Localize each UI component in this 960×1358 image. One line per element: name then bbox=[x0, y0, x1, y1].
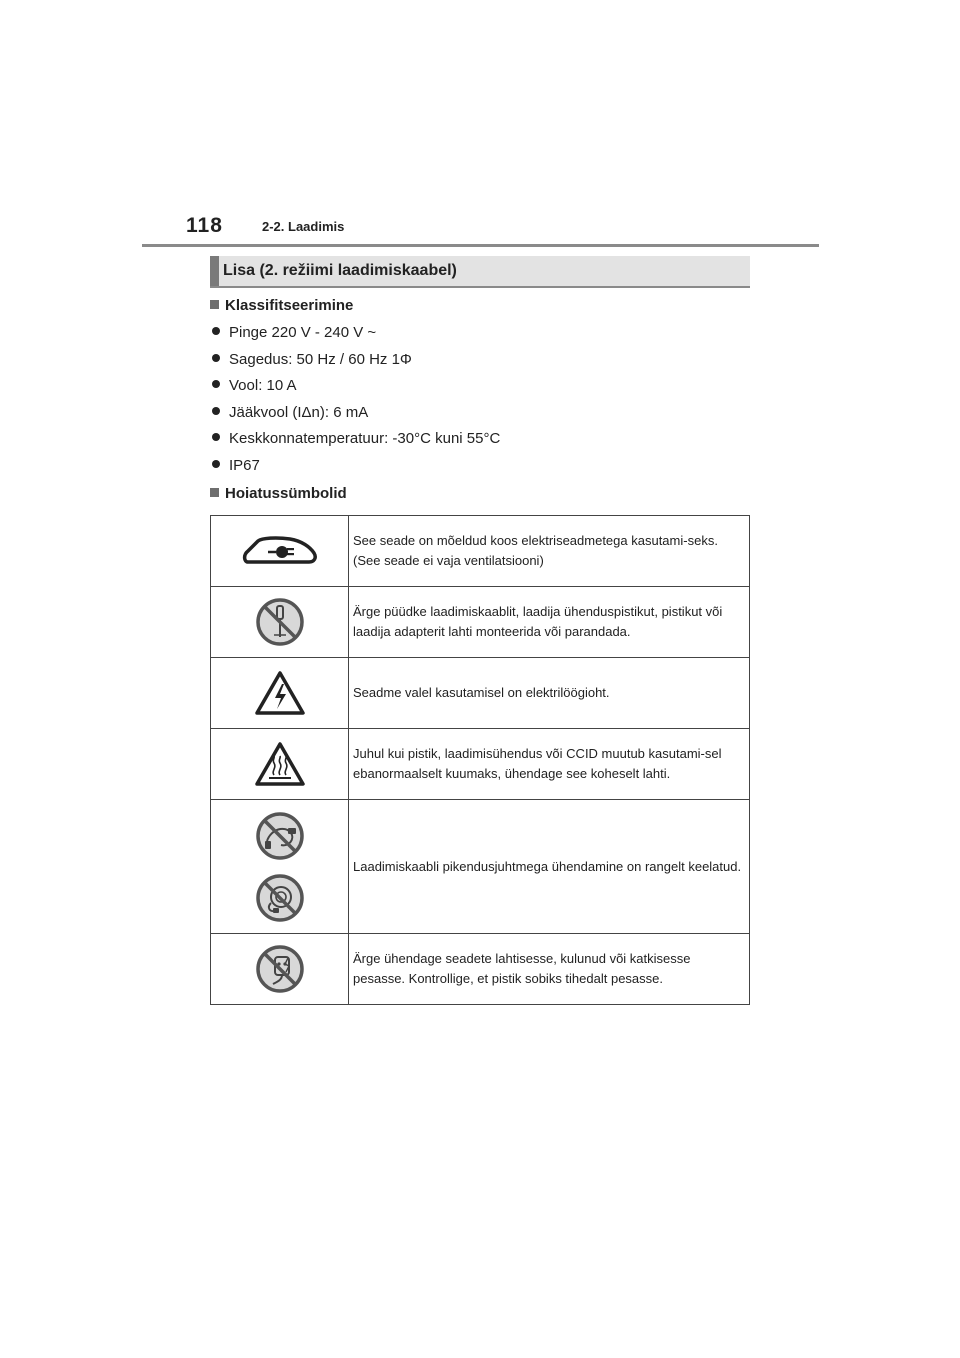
square-bullet-icon bbox=[210, 300, 219, 309]
warning-text: Juhul kui pistik, laadimisühendus või CCID muutub kasutami-sel ebanormaalselt kuumaks, ühendage see koheselt lahti. bbox=[349, 729, 750, 800]
icon-cell bbox=[211, 658, 349, 729]
chapter-title: 2-2. Laadimis bbox=[262, 219, 345, 234]
icon-cell bbox=[211, 516, 349, 587]
spec-item-text: Vool: 10 A bbox=[229, 377, 297, 394]
no-damaged-outlet-icon bbox=[255, 944, 305, 994]
warning-text: See seade on mõeldud koos elektriseadmetega kasutami-seks. (See seade ei vaja ventilatsiooni) bbox=[349, 516, 750, 587]
warning-text: Laadimiskaabli pikendusjuhtmega ühendamine on rangelt keelatud. bbox=[349, 800, 750, 934]
no-cable-reel-icon bbox=[255, 873, 305, 923]
header-rule bbox=[142, 244, 819, 247]
spec-item-text: Keskkonnatemperatuur: -30°C kuni 55°C bbox=[229, 430, 501, 447]
icon-cell bbox=[211, 934, 349, 1005]
table-row bbox=[211, 800, 750, 934]
spec-item bbox=[212, 351, 412, 368]
warnings-heading bbox=[210, 485, 347, 502]
spec-item bbox=[212, 324, 376, 341]
section-title: Lisa (2. režiimi laadimiskaabel) bbox=[223, 262, 457, 279]
electric-shock-warning-icon bbox=[254, 670, 306, 716]
warning-text: Ärge ühendage seadete lahtisesse, kulunud või katkisesse pesasse. Kontrollige, et pistik sobiks tihedalt pesasse. bbox=[349, 934, 750, 1005]
icon-cell bbox=[211, 587, 349, 658]
bullet-icon bbox=[212, 460, 220, 468]
table-row bbox=[211, 658, 750, 729]
page-number: 118 bbox=[186, 214, 223, 237]
spec-item-text: Sagedus: 50 Hz / 60 Hz 1Φ bbox=[229, 351, 412, 368]
spec-item-text: Pinge 220 V - 240 V ~ bbox=[229, 324, 377, 341]
bullet-icon bbox=[212, 407, 220, 415]
icon-cell bbox=[211, 800, 349, 934]
bullet-icon bbox=[212, 354, 220, 362]
table-row bbox=[211, 516, 750, 587]
bullet-icon bbox=[212, 433, 220, 441]
bullet-icon bbox=[212, 327, 220, 335]
table-row bbox=[211, 729, 750, 800]
warning-text: Seadme valel kasutamisel on elektrilöögioht. bbox=[349, 658, 750, 729]
classification-heading bbox=[210, 297, 353, 314]
table-row bbox=[211, 587, 750, 658]
warning-text: Ärge püüdke laadimiskaablit, laadija ühenduspistikut, pistikut või laadija adapterit lahti monteerida või parandada. bbox=[349, 587, 750, 658]
spec-item bbox=[212, 430, 500, 447]
spec-item-text: Jääkvool (IΔn): 6 mA bbox=[229, 404, 369, 421]
spec-item bbox=[212, 404, 368, 421]
spec-item-text: IP67 bbox=[229, 457, 260, 474]
icon-cell bbox=[211, 729, 349, 800]
spec-item bbox=[212, 377, 297, 394]
no-extension-cord-icon bbox=[255, 811, 305, 861]
electric-vehicle-icon bbox=[240, 531, 320, 571]
table-row bbox=[211, 934, 750, 1005]
no-disassembly-icon bbox=[255, 597, 305, 647]
classification-heading-text: Klassifitseerimine bbox=[225, 297, 354, 314]
spec-item bbox=[212, 457, 260, 474]
square-bullet-icon bbox=[210, 488, 219, 497]
warning-symbols-table bbox=[210, 515, 750, 1005]
warnings-heading-text: Hoiatussümbolid bbox=[225, 485, 347, 502]
hot-surface-warning-icon bbox=[254, 741, 306, 787]
bullet-icon bbox=[212, 380, 220, 388]
